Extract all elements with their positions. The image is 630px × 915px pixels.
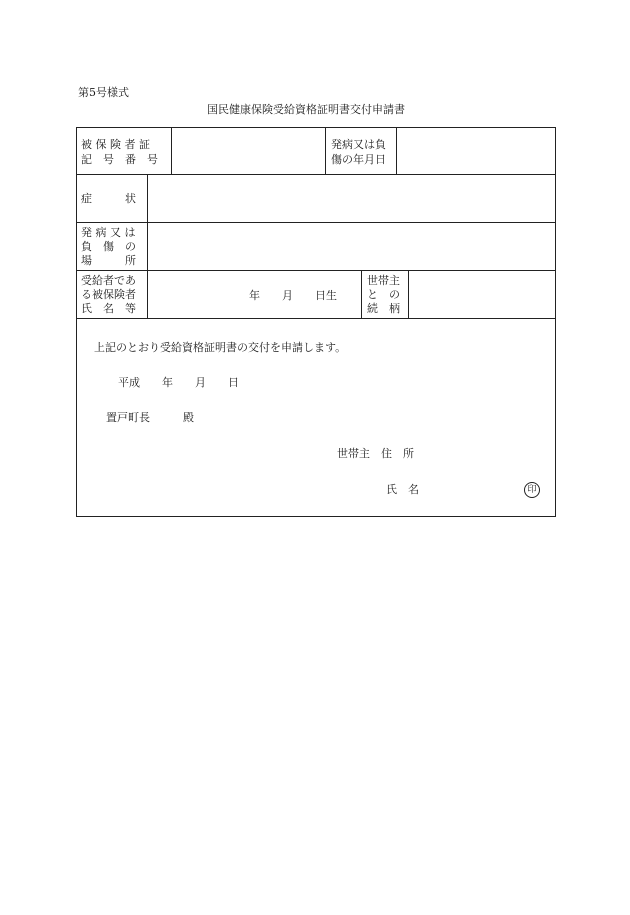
onset-place-label-line2: 負 傷 の <box>81 240 136 253</box>
head-address-field[interactable] <box>425 442 550 462</box>
form-title: 国民健康保険受給資格証明書交付申請書 <box>207 103 405 116</box>
symptoms-field[interactable] <box>148 175 555 221</box>
relationship-label-line2: と の <box>367 288 400 301</box>
head-name-label: 氏 名 <box>386 483 419 496</box>
head-address-label: 世帯主 住 所 <box>337 447 414 460</box>
onset-place-label-line1: 発 病 又 は <box>81 226 136 239</box>
symptoms-label: 症 状 <box>81 192 136 205</box>
relationship-label-line1: 世帯主 <box>367 274 400 287</box>
relationship-field[interactable] <box>409 271 555 317</box>
application-date-line[interactable]: 平成 年 月 日 <box>118 376 239 389</box>
onset-date-field[interactable] <box>397 128 555 173</box>
recipient-label-line3: 氏 名 等 <box>81 302 136 315</box>
addressee: 置戸町長 殿 <box>106 411 194 424</box>
column-divider <box>325 127 326 174</box>
relationship-label-line3: 続 柄 <box>367 302 400 315</box>
onset-place-field[interactable] <box>148 223 555 269</box>
declaration-statement: 上記のとおり受給資格証明書の交付を申請します。 <box>94 341 347 354</box>
recipient-label-line2: る被保険者 <box>81 288 136 301</box>
column-divider <box>361 270 362 318</box>
insurance-card-label-line1: 被 保 険 者 証 <box>81 138 150 151</box>
form-number: 第5号様式 <box>78 86 129 99</box>
recipient-label-line1: 受給者であ <box>81 274 136 287</box>
insurance-card-number-field[interactable] <box>172 128 324 173</box>
seal-icon: 印 <box>524 482 540 498</box>
onset-date-label-line1: 発病又は負 <box>331 138 386 151</box>
row-divider <box>76 318 556 319</box>
onset-date-label-line2: 傷の年月日 <box>331 153 386 166</box>
birth-date-text: 年 月 日生 <box>249 289 337 302</box>
head-name-field[interactable] <box>425 478 520 498</box>
onset-place-label-line3: 場 所 <box>81 254 136 267</box>
insurance-card-label-line2: 記 号 番 号 <box>81 153 158 166</box>
